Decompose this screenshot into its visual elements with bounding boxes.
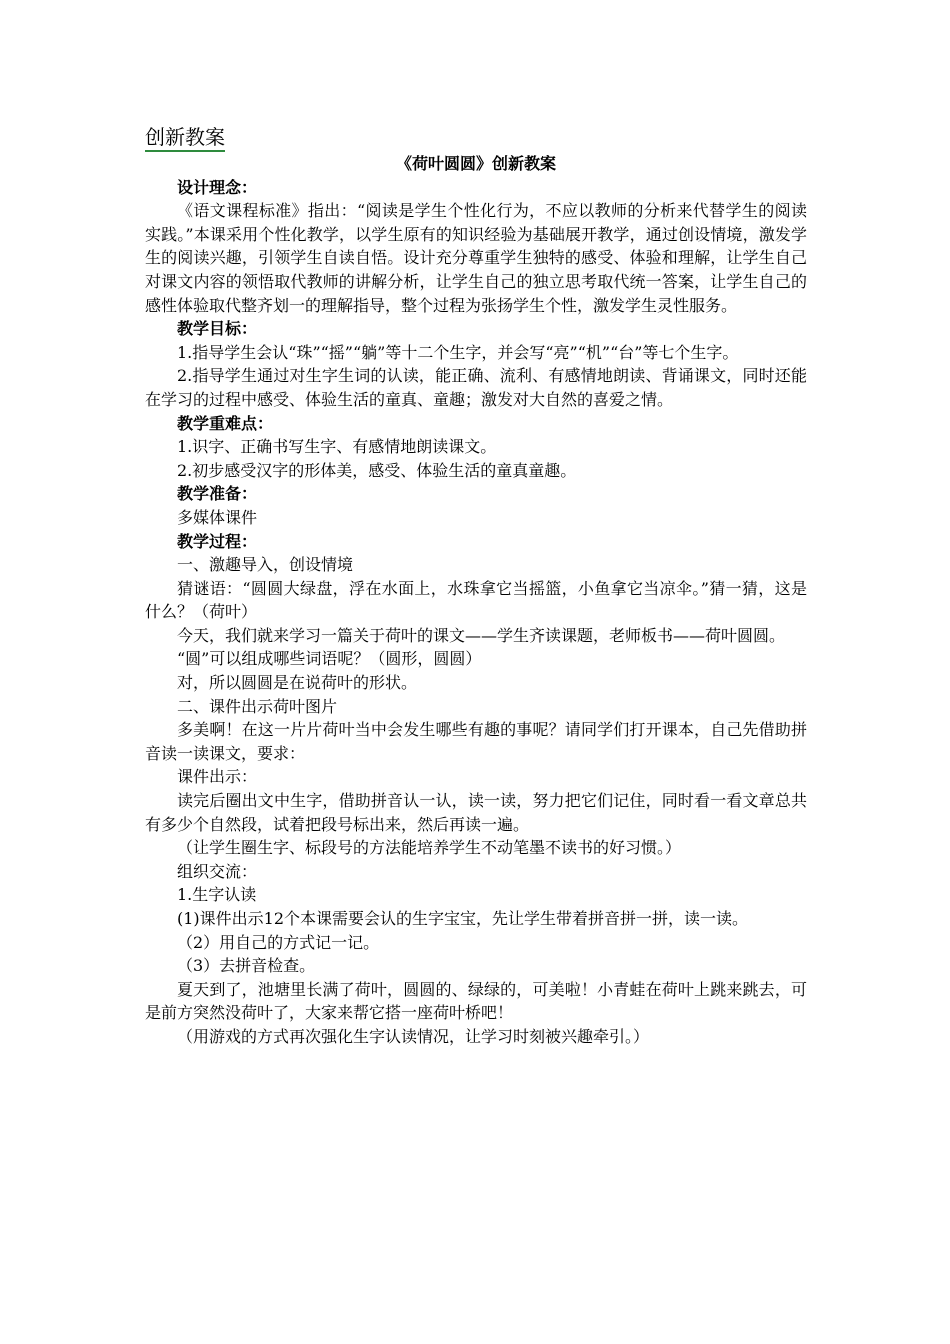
paragraph: “圆”可以组成哪些词语呢？（圆形，圆圆） [177,649,482,669]
paragraph: 多美啊！在这一片片荷叶当中会发生哪些有趣的事呢？请同学们打开课本，自己先借助拼音读一读课文，要求： [145,720,807,763]
paragraph: 读完后圈出文中生字，借助拼音认一认，读一读，努力把它们记住，同时看一看文章总共有多少个自然段，试着把段号标出来，然后再读一遍。 [145,791,807,834]
paragraph: 多媒体课件 [177,507,258,527]
document-title: 《荷叶圆圆》创新教案 [395,154,556,173]
paragraph: （让学生圈生字、标段号的方法能培养学生不动笔墨不读书的好习惯。） [177,838,682,858]
paragraph: 《语文课程标准》指出：“阅读是学生个性化行为，不应以教师的分析来代替学生的阅读实践。”本课采用个性化教学，以学生原有的知识经验为基础展开教学，通过创设情境，激发学生的阅读兴趣，引领学生自读自悟。设计充分尊重学生独特的感受、体验和理解，让学生自己对课文内容的领悟取代教师的讲解分析，让学生自己的独立思考取代统一答案，让学生自己的感性体验取代整齐划一的理解指导，整个过程为张扬学生个性，激发学生灵性服务。 [145,201,807,315]
paragraph: （用游戏的方式再次强化生字认读情况，让学习时刻被兴趣牵引。） [177,1026,650,1046]
paragraph: 夏天到了，池塘里长满了荷叶，圆圆的、绿绿的，可美啦！小青蛙在荷叶上跳来跳去，可是前方突然没荷叶了，大家来帮它搭一座荷叶桥吧！ [145,979,807,1023]
section-heading: 教学准备： [177,484,258,504]
paragraph: (1)课件出示12个本课需要会认的生字宝宝，先让学生带着拼音拼一拼，读一读。 [177,909,749,928]
paragraph: 1.指导学生会认“珠”“摇”“躺”等十二个生字，并会写“亮”“机”“台”等七个生字。 [177,342,739,362]
paragraph: 二、课件出示荷叶图片 [177,696,338,716]
paragraph: 课件出示： [177,767,258,787]
paragraph: 猜谜语：“圆圆大绿盘，浮在水面上，水珠拿它当摇篮，小鱼拿它当凉伞。”猜一猜，这是什么？（荷叶） [145,578,807,622]
paragraph: 1.识字、正确书写生字、有感情地朗读课文。 [177,437,497,457]
paragraph: 1.生字认读 [177,885,257,905]
section-heading: 教学目标： [177,319,258,339]
paragraph: 今天，我们就来学习一篇关于荷叶的课文——学生齐读课题，老师板书——荷叶圆圆。 [177,625,786,645]
paragraph: 组织交流： [177,861,258,881]
paragraph: （2）用自己的方式记一记。 [177,932,380,952]
document-header: 创新教案 [145,124,225,152]
paragraph: 一、激趣导入，创设情境 [177,555,354,575]
document-body [145,152,807,1049]
section-heading: 教学重难点： [177,413,274,433]
paragraph: 2.指导学生通过对生字生词的认读，能正确、流利、有感情地朗读、背诵课文，同时还能在学习的过程中感受、体验生活的童真、童趣；激发对大自然的喜爱之情。 [145,366,807,409]
paragraph: 2.初步感受汉字的形体美，感受、体验生活的童真童趣。 [177,460,577,480]
section-heading: 设计理念： [177,177,258,197]
section-heading: 教学过程： [177,531,258,551]
paragraph: （3）去拼音检查。 [177,956,316,976]
paragraph: 对，所以圆圆是在说荷叶的形状。 [177,673,418,693]
